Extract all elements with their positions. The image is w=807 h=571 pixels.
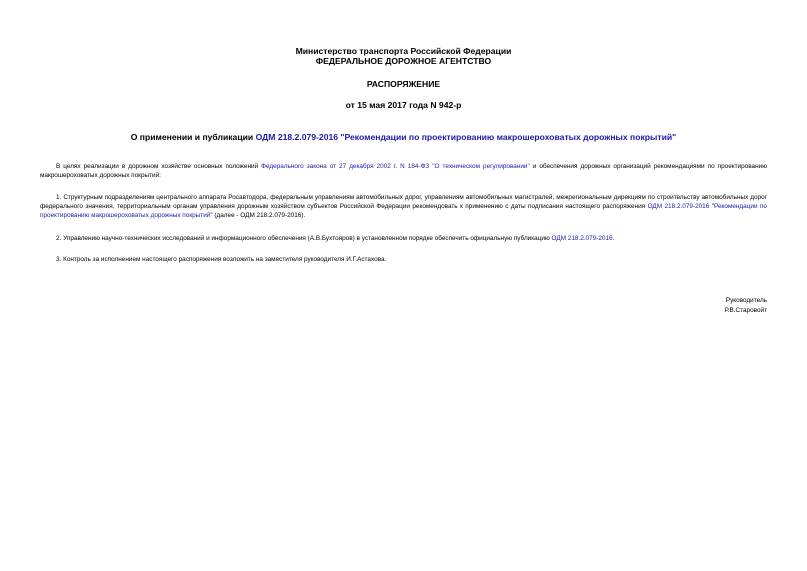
paragraph-3 [40,255,767,264]
document-subject [0,132,807,142]
paragraph-preamble [40,162,767,180]
paragraph-2 [40,234,767,243]
subject-link[interactable]: ОДМ 218.2.079-2016 "Рекомендации по проектированию макрошероховатых дорожных покрытий" [255,132,677,142]
p1-text-1: 1. Структурным подразделениям центрального аппарата Росавтодора, федеральным управлениям автомобильных дорог, управлениям автомобильных магистралей, межрегиональным дирекциям по строительству автомобильных дорог федерального значения, территориальным органам управления дорожным хозяйством субъектов Российской Федерации рекомендовать к применению с даты подписания настоящего распоряжения [40,194,767,210]
p2-text-2: . [612,235,615,242]
document-date-number: от 15 мая 2017 года N 942-р [345,100,462,110]
preamble-text-1: В целях реализации в дорожном хозяйстве основных положений [56,163,262,170]
ministry-name: Министерство транспорта Российской Федерации [295,46,512,56]
signature-name: Р.В.Старовойт [724,307,767,314]
p1-text-3: " (далее - ОДМ 218.2.079-2016). [210,212,306,219]
odm-link-p1[interactable]: ОДМ 218.2.079-2016 [647,203,710,210]
preamble-text-2: и обеспечения дорожных организаций рекомендациями по проектированию макрошероховатых дорожных покрытий: [40,163,767,179]
document-type: РАСПОРЯЖЕНИЕ [366,79,441,89]
agency-name: ФЕДЕРАЛЬНОЕ ДОРОЖНОЕ АГЕНТСТВО [315,56,492,66]
odm-link-p2[interactable]: ОДМ 218.2.079-2016 [551,235,613,242]
p2-text-1: 2. Управлению научно-технических исследований и информационного обеспечения (А.В.Бухтояров) в установленном порядке обеспечить официальную публикацию [56,235,552,242]
federal-law-link[interactable]: Федерального закона от 27 декабря 2002 г. N 184-ФЗ "О техническом регулировании" [261,163,530,170]
p3-text-1: 3. Контроль за исполнением настоящего распоряжения возложить на заместителя руководителя И.Г.Астахова. [56,256,387,263]
p1-text-2: " [709,203,714,210]
recommendations-link[interactable]: Рекомендации по проектированию макрошероховатых дорожных покрытий [40,203,767,219]
signature-title: Руководитель [725,297,767,304]
paragraph-1 [40,193,767,220]
subject-prefix: О применении и публикации [130,132,256,142]
